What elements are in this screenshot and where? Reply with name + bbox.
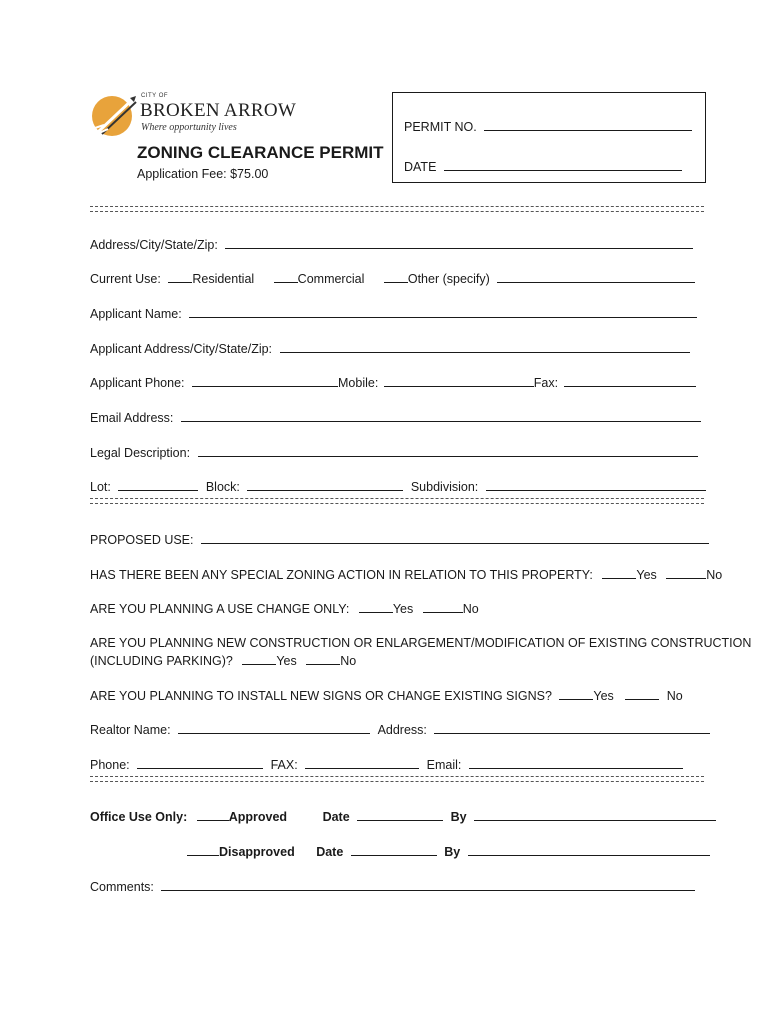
special-zoning-no-field[interactable]	[666, 566, 706, 579]
mobile-field[interactable]	[384, 374, 534, 387]
residential-label: Residential	[192, 272, 255, 286]
address-field[interactable]	[225, 236, 693, 249]
realtor-name-label: Realtor Name:	[90, 723, 171, 737]
disapproved-date-label: Date	[316, 845, 344, 859]
comments-label: Comments:	[90, 880, 154, 894]
lot-label: Lot:	[90, 480, 111, 494]
special-zoning-row	[90, 566, 722, 583]
date-field[interactable]	[444, 158, 682, 171]
separator	[90, 206, 704, 212]
realtor-address-label: Address:	[377, 723, 427, 737]
disapproved-by-field[interactable]	[468, 843, 710, 856]
email-row	[90, 409, 701, 426]
separator	[90, 498, 704, 504]
legal-row	[90, 444, 698, 461]
no-label: No	[706, 568, 723, 582]
yes-label: Yes	[636, 568, 657, 582]
realtor-address-field[interactable]	[434, 721, 710, 734]
applicant-phone-row	[90, 374, 696, 391]
signs-question: ARE YOU PLANNING TO INSTALL NEW SIGNS OR CHANGE EXISTING SIGNS?	[90, 689, 552, 703]
logo-city-of: CITY OF	[141, 93, 169, 99]
realtor-email-label: Email:	[426, 758, 462, 772]
yes-label: Yes	[276, 654, 297, 668]
disapproved-date-field[interactable]	[351, 843, 437, 856]
legal-field[interactable]	[198, 444, 698, 457]
separator	[90, 776, 704, 782]
application-fee: Application Fee: $75.00	[137, 167, 269, 181]
address-row	[90, 236, 693, 253]
construction-question-line2: (INCLUDING PARKING)?	[90, 654, 233, 668]
applicant-address-label: Applicant Address/City/State/Zip:	[90, 342, 273, 356]
construction-question-line1: ARE YOU PLANNING NEW CONSTRUCTION OR ENLARGEMENT/MODIFICATION OF EXISTING CONSTRUCTION	[90, 636, 752, 650]
office-use-label: Office Use Only:	[90, 810, 188, 824]
disapproved-by-label: By	[444, 845, 461, 859]
realtor-fax-label: FAX:	[270, 758, 298, 772]
realtor-contact-row	[90, 756, 683, 773]
disapproved-label: Disapproved	[219, 845, 295, 859]
realtor-phone-label: Phone:	[90, 758, 130, 772]
mobile-label: Mobile:	[338, 376, 379, 390]
special-zoning-question: HAS THERE BEEN ANY SPECIAL ZONING ACTION IN RELATION TO THIS PROPERTY:	[90, 568, 593, 582]
applicant-name-field[interactable]	[189, 305, 697, 318]
special-zoning-yes-field[interactable]	[602, 566, 636, 579]
broken-arrow-logo-icon	[90, 92, 140, 140]
permit-no-field[interactable]	[484, 118, 692, 131]
approved-by-label: By	[450, 810, 467, 824]
signs-row	[90, 687, 683, 704]
applicant-address-row	[90, 340, 690, 357]
approved-date-label: Date	[322, 810, 350, 824]
use-change-yes-field[interactable]	[359, 600, 393, 613]
current-use-row	[90, 270, 695, 287]
office-approved-row	[90, 808, 716, 825]
page-title: ZONING CLEARANCE PERMIT	[137, 143, 384, 162]
logo-name: BROKEN ARROW	[140, 100, 297, 121]
lot-field[interactable]	[118, 478, 198, 491]
realtor-fax-field[interactable]	[305, 756, 419, 769]
fax-field[interactable]	[564, 374, 696, 387]
residential-checkbox[interactable]	[168, 270, 192, 283]
realtor-row	[90, 721, 710, 738]
realtor-phone-field[interactable]	[137, 756, 263, 769]
applicant-name-label: Applicant Name:	[90, 307, 182, 321]
permit-no-row	[404, 118, 692, 135]
proposed-use-field[interactable]	[201, 531, 709, 544]
date-row	[404, 158, 682, 175]
approved-label: Approved	[228, 810, 288, 824]
commercial-checkbox[interactable]	[274, 270, 298, 283]
other-specify-field[interactable]	[497, 270, 695, 283]
subdivision-field[interactable]	[486, 478, 706, 491]
comments-field[interactable]	[161, 878, 695, 891]
realtor-email-field[interactable]	[469, 756, 683, 769]
proposed-use-row	[90, 531, 709, 548]
approved-field[interactable]	[197, 808, 229, 821]
applicant-phone-label: Applicant Phone:	[90, 376, 185, 390]
construction-no-field[interactable]	[306, 652, 340, 665]
disapproved-field[interactable]	[187, 843, 219, 856]
no-label: No	[340, 654, 357, 668]
signs-no-field[interactable]	[625, 687, 659, 700]
logo-tagline: Where opportunity lives	[141, 122, 237, 133]
lot-row	[90, 478, 706, 495]
fax-label: Fax:	[533, 376, 559, 390]
applicant-phone-field[interactable]	[192, 374, 338, 387]
block-label: Block:	[205, 480, 240, 494]
date-label: DATE	[404, 160, 437, 174]
use-change-question: ARE YOU PLANNING A USE CHANGE ONLY:	[90, 602, 350, 616]
no-label: No	[666, 689, 683, 703]
legal-label: Legal Description:	[90, 446, 191, 460]
permit-no-label: PERMIT NO.	[404, 120, 477, 134]
commercial-label: Commercial	[297, 272, 365, 286]
applicant-address-field[interactable]	[280, 340, 690, 353]
approved-by-field[interactable]	[474, 808, 716, 821]
construction-row	[90, 652, 356, 669]
yes-label: Yes	[593, 689, 614, 703]
current-use-label: Current Use:	[90, 272, 161, 286]
address-label: Address/City/State/Zip:	[90, 238, 218, 252]
proposed-use-label: PROPOSED USE:	[90, 533, 194, 547]
applicant-name-row	[90, 305, 697, 322]
other-label: Other (specify)	[407, 272, 490, 286]
block-field[interactable]	[247, 478, 403, 491]
other-checkbox[interactable]	[384, 270, 408, 283]
office-disapproved-row	[187, 843, 710, 860]
construction-yes-field[interactable]	[242, 652, 276, 665]
email-field[interactable]	[181, 409, 701, 422]
email-label: Email Address:	[90, 411, 174, 425]
approved-date-field[interactable]	[357, 808, 443, 821]
realtor-name-field[interactable]	[178, 721, 370, 734]
comments-row	[90, 878, 695, 895]
signs-yes-field[interactable]	[559, 687, 593, 700]
use-change-no-field[interactable]	[423, 600, 463, 613]
yes-label: Yes	[392, 602, 414, 616]
subdivision-label: Subdivision:	[410, 480, 479, 494]
use-change-row	[90, 600, 479, 617]
no-label: No	[462, 602, 479, 616]
